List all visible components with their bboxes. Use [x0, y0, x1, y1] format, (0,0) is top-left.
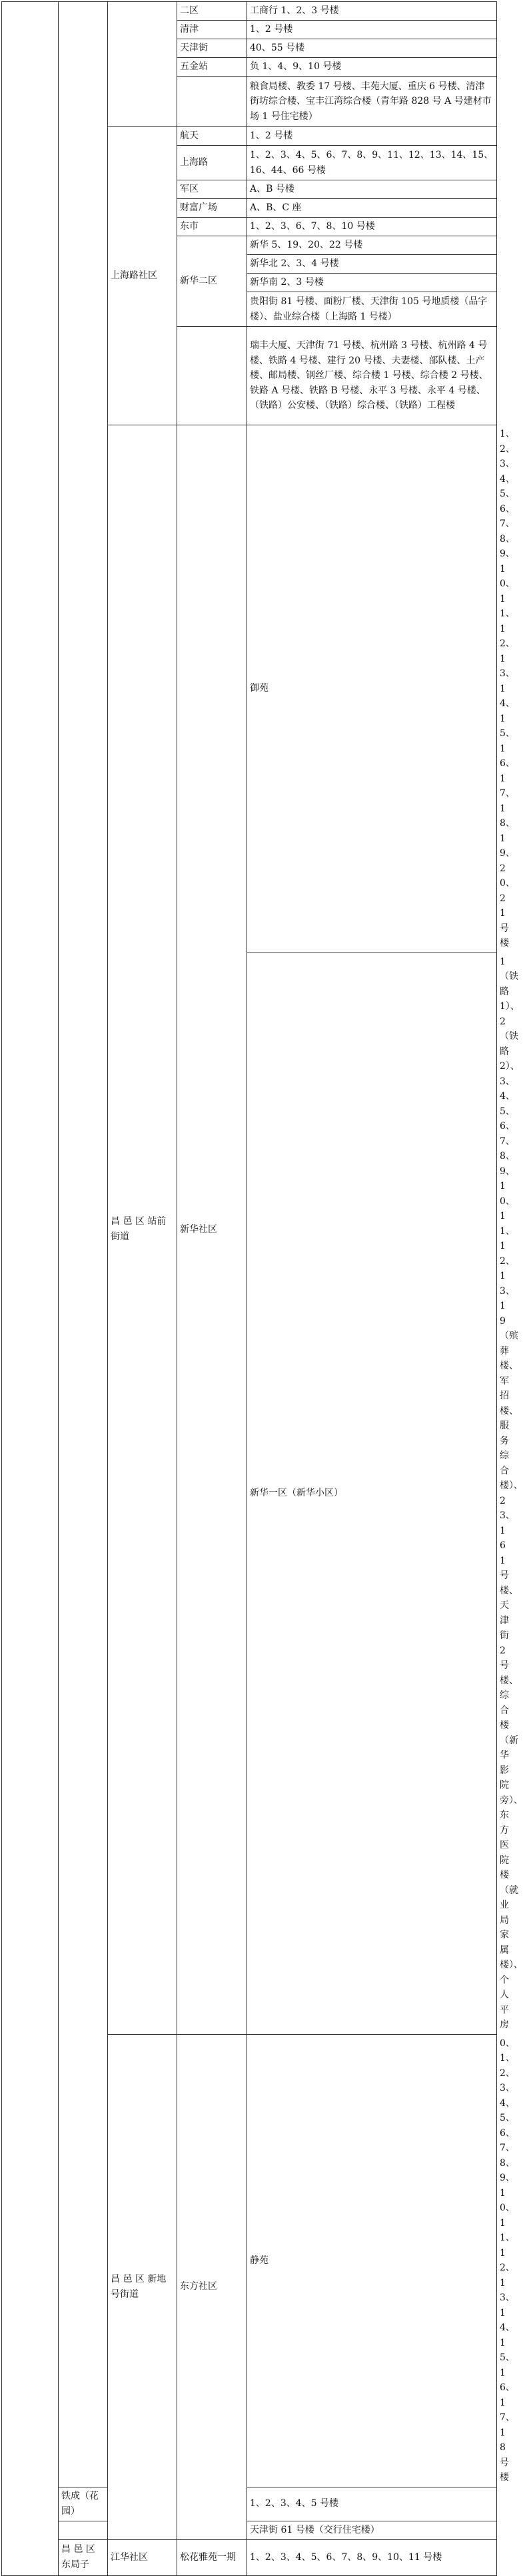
area-name-cell: 军区	[177, 180, 247, 199]
street-cell: 昌 邑 区 站前街道	[108, 425, 177, 2035]
buildings-cell: 1、2、3、4、5、6、7、8、9、10、11 号楼	[247, 2539, 497, 2575]
table-row	[2, 2539, 497, 2575]
area-name-cell: 上海路	[177, 146, 247, 180]
area-name-cell: 财富广场	[177, 199, 247, 218]
buildings-cell: 瑞丰大厦、天津街 71 号楼、杭州路 3 号楼、杭州路 4 号楼、铁路 4 号楼、建行 20 号楼、夫妻楼、部队楼、土产楼、邮局楼、钢丝厂楼、综合楼 1 号楼、综合楼 2 号楼、铁路 A 号楼、铁路 B 号楼、永平 3 号楼、永平 4 号楼、（铁路）公安楼、（铁路）综合楼、（铁路）工程楼	[247, 327, 497, 425]
area-name-cell: 铁成（花园）	[59, 2487, 108, 2521]
table-row: 昌 邑 区 新地号街道 东方社区 静苑 0、1、2、3、4、5、6、7、8、9、10、11、12、13、14、15、16、17、18 号楼	[2, 2034, 497, 2487]
community-cell	[108, 2, 177, 127]
buildings-cell: 1、2 号楼	[247, 127, 497, 146]
street-cell: 昌 邑 区 东局子	[59, 2539, 108, 2575]
community-cell: 东方社区	[177, 2034, 247, 2539]
street-cell: 昌 邑 区 新地号街道	[108, 2034, 177, 2539]
area-name-cell	[59, 2521, 108, 2539]
area-name-cell: 航天	[177, 127, 247, 146]
buildings-cell: A、B、C 座	[247, 199, 497, 218]
area-name-cell: 静苑	[247, 2034, 497, 2487]
area-name-cell: 二区	[177, 2, 247, 21]
table-row: 昌 邑 区 站前街道 新华社区 御苑 1、2、3、4、5、6、7、8、9、10、11、12、13、14、15、16、17、18、19、20、21 号楼	[2, 425, 497, 953]
buildings-cell: 1、2、3、4、5、6、7、8、9、11、12、13、14、15、16、44、66 号楼	[247, 146, 497, 180]
street-cell	[59, 2, 108, 2487]
buildings-cell: 1、2、3、6、7、8、10 号楼	[247, 218, 497, 236]
buildings-cell: 新华 5、19、20、22 号楼	[247, 236, 497, 255]
table-row	[2, 2, 497, 21]
table-row	[2, 2487, 497, 2521]
district-cell	[2, 2, 59, 2576]
buildings-cell: 天津街 61 号楼（交行住宅楼）	[247, 2521, 497, 2539]
community-cell: 江华社区	[108, 2539, 177, 2575]
area-name-cell: 东市	[177, 218, 247, 236]
buildings-cell: 新华南 2、3 号楼	[247, 274, 497, 292]
area-name-cell: 五金站	[177, 58, 247, 77]
buildings-cell: A、B 号楼	[247, 180, 497, 199]
buildings-cell: 粮食局楼、教委 17 号楼、丰苑大厦、重庆 6 号楼、清津街坊综合楼、宝丰江湾综合楼（青年路 828 号 A 号建材市场 1 号住宅楼）	[247, 77, 497, 127]
area-name-cell	[177, 77, 247, 127]
buildings-cell: 贵阳街 81 号楼、面粉厂楼、天津街 105 号地质楼（品字楼）、盐业综合楼（上海路 1 号楼）	[247, 292, 497, 327]
area-name-cell	[177, 327, 247, 425]
buildings-cell: 新华北 2、3、4 号楼	[247, 255, 497, 274]
community-cell: 上海路社区	[108, 127, 177, 425]
area-name-cell: 御苑	[247, 425, 497, 953]
buildings-cell: 1、2、3、4、5 号楼	[247, 2487, 497, 2521]
buildings-cell: 工商行 1、2、3 号楼	[247, 2, 497, 21]
buildings-cell: 负 1、4、9、10 号楼	[247, 58, 497, 77]
area-name-cell: 清津	[177, 21, 247, 39]
community-cell: 新华社区	[177, 425, 247, 2035]
buildings-cell: 1、2 号楼	[247, 21, 497, 39]
table-row: 新华一区（新华小区） 1（铁路 1）、2（铁路 2）、3、4、5、6、7、8、9、10、11、12、13、19（殡葬楼、军招楼、服务综合楼）、23、161 号楼、天津街 2 号楼、综合楼（新华影院旁）、东方医院楼（就业局家属楼）、个人平房	[2, 953, 497, 2034]
community-table	[1, 1, 523, 2576]
buildings-cell: 40、55 号楼	[247, 39, 497, 58]
area-name-cell: 新华二区	[177, 236, 247, 327]
area-name-cell: 新华一区（新华小区）	[247, 953, 497, 2034]
area-name-cell: 松花雅苑一期	[177, 2539, 247, 2575]
area-name-cell: 天津街	[177, 39, 247, 58]
table-row	[2, 2521, 497, 2539]
